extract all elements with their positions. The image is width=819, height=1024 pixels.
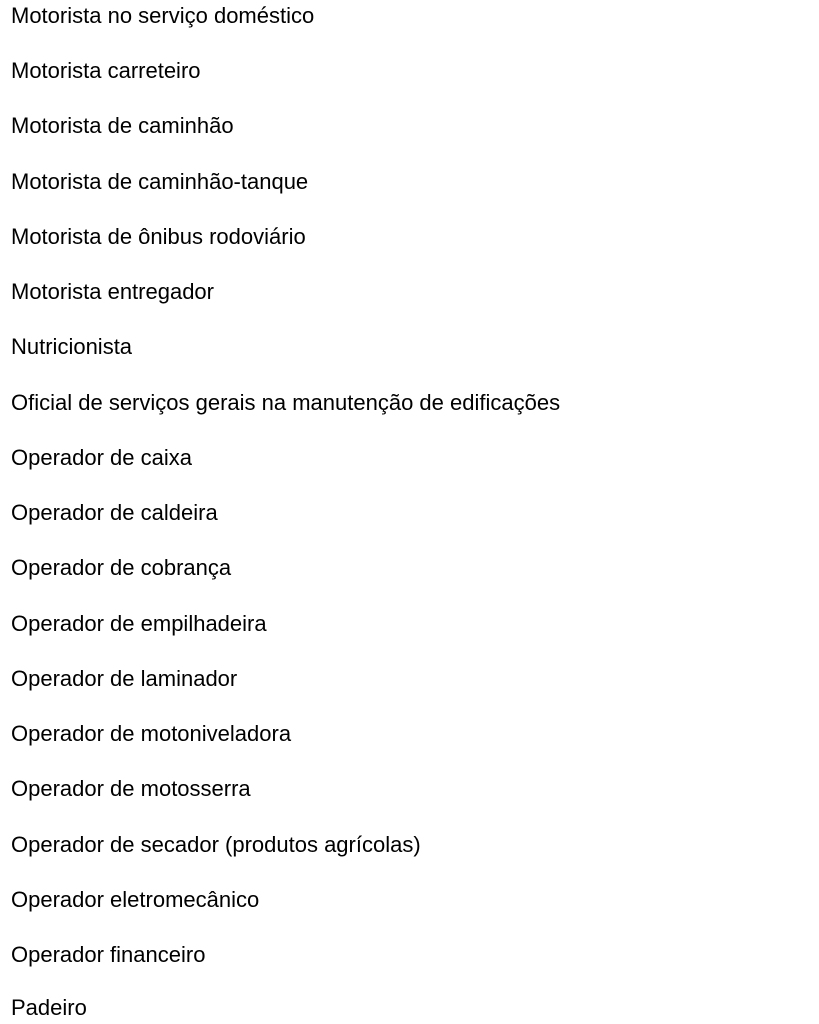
list-item: Motorista de caminhão xyxy=(11,113,234,138)
list-item: Operador de caixa xyxy=(11,445,192,470)
list-item: Padeiro xyxy=(11,995,87,1020)
list-item: Nutricionista xyxy=(11,334,133,359)
list-item: Operador eletromecânico xyxy=(11,887,260,912)
list-item: Motorista carreteiro xyxy=(11,58,201,83)
list-item: Motorista de caminhão-tanque xyxy=(11,169,309,194)
list-item: Operador de caldeira xyxy=(11,500,218,525)
list-item: Operador de motosserra xyxy=(11,776,251,801)
list-item: Operador de empilhadeira xyxy=(11,611,267,636)
list-item: Motorista entregador xyxy=(11,279,214,304)
list-item: Operador de motoniveladora xyxy=(11,721,292,746)
list-item: Operador financeiro xyxy=(11,942,206,967)
list-item: Oficial de serviços gerais na manutenção de edificações xyxy=(11,390,561,415)
list-item: Motorista no serviço doméstico xyxy=(11,3,315,28)
list-item: Operador de cobrança xyxy=(11,555,232,580)
list-item: Operador de laminador xyxy=(11,666,238,691)
list-item: Operador de secador (produtos agrícolas) xyxy=(11,832,421,857)
list-item: Motorista de ônibus rodoviário xyxy=(11,224,306,249)
